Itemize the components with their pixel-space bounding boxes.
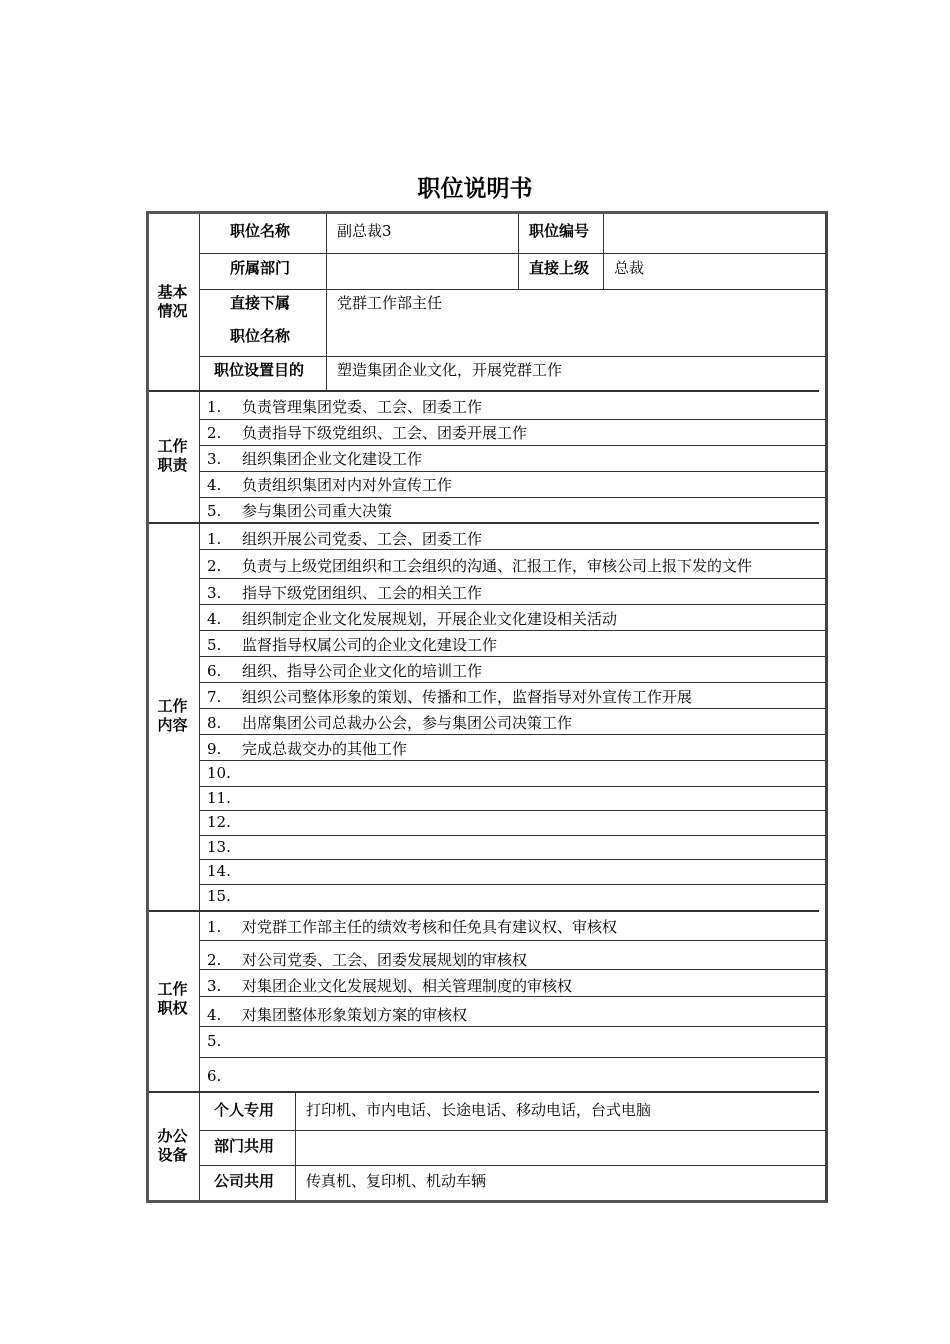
row-divider [199, 884, 825, 885]
position-code-label: 职位编号 [529, 222, 590, 240]
authority-section-label: 工作职权 [157, 980, 188, 1017]
list-item: 5. [207, 1032, 222, 1050]
row-divider [199, 419, 825, 420]
label-column-divider [199, 214, 200, 1200]
section-divider [149, 390, 819, 392]
department-equipment-label: 部门共用 [214, 1137, 275, 1155]
row-divider [199, 445, 825, 446]
list-item: 1. 组织开展公司党委、工会、团委工作 [207, 530, 483, 548]
list-item: 4. 负责组织集团对内对外宣传工作 [207, 476, 453, 494]
department-label: 所属部门 [230, 259, 291, 277]
list-item: 3. 对集团企业文化发展规划、相关管理制度的审核权 [207, 977, 573, 995]
row-divider [199, 1165, 825, 1166]
list-item: 2. 负责与上级党团组织和工会组织的沟通、汇报工作，审核公司上报下发的文件 [207, 557, 753, 575]
list-item: 3. 指导下级党团组织、工会的相关工作 [207, 584, 483, 602]
list-item: 2. 对公司党委、工会、团委发展规划的审核权 [207, 951, 528, 969]
row-divider [199, 656, 825, 657]
content-section-label: 工作内容 [157, 697, 188, 734]
list-item: 10. [207, 764, 231, 782]
list-item: 14. [207, 862, 231, 880]
row-divider [199, 760, 825, 761]
subordinate-value: 党群工作部主任 [337, 294, 443, 312]
list-item: 5. 监督指导权属公司的企业文化建设工作 [207, 636, 498, 654]
row-divider [199, 1026, 825, 1027]
row-divider [199, 604, 825, 605]
row-divider [199, 578, 825, 579]
list-item: 1. 对党群工作部主任的绩效考核和任免具有建议权、审核权 [207, 918, 618, 936]
list-item: 1. 负责管理集团党委、工会、团委工作 [207, 398, 483, 416]
basic-section-label: 基本情况 [157, 283, 188, 320]
row-divider [199, 682, 825, 683]
section-divider [149, 522, 819, 524]
list-item: 15. [207, 887, 231, 905]
row-divider [199, 996, 825, 997]
personal-equipment-value: 打印机、市内电话、长途电话、移动电话，台式电脑 [306, 1101, 652, 1119]
row-divider [199, 835, 825, 836]
row-divider [199, 1130, 825, 1131]
list-item: 7. 组织公司整体形象的策划、传播和工作，监督指导对外宣传工作开展 [207, 688, 693, 706]
personal-equipment-label: 个人专用 [214, 1101, 275, 1119]
page-title: 职位说明书 [417, 176, 533, 202]
position-name-value: 副总裁3 [337, 222, 392, 240]
list-item: 6. [207, 1067, 222, 1085]
col-divider [518, 214, 519, 289]
section-divider [149, 1091, 819, 1093]
row-divider [199, 630, 825, 631]
superior-label: 直接上级 [529, 259, 590, 277]
list-item: 5. 参与集团公司重大决策 [207, 502, 393, 520]
purpose-value: 塑造集团企业文化，开展党群工作 [337, 361, 563, 379]
list-item: 11. [207, 789, 231, 807]
row-divider [199, 356, 825, 357]
col-divider [603, 214, 604, 289]
col-divider [326, 214, 327, 390]
list-item: 13. [207, 838, 231, 856]
list-item: 3. 组织集团企业文化建设工作 [207, 450, 423, 468]
list-item: 4. 组织制定企业文化发展规划，开展企业文化建设相关活动 [207, 610, 618, 628]
list-item: 2. 负责指导下级党组织、工会、团委开展工作 [207, 424, 528, 442]
list-item: 8. 出席集团公司总裁办公会，参与集团公司决策工作 [207, 714, 573, 732]
row-divider [199, 810, 825, 811]
row-divider [199, 497, 825, 498]
list-item: 6. 组织、指导公司企业文化的培训工作 [207, 662, 483, 680]
row-divider [199, 1057, 825, 1058]
row-divider [199, 549, 825, 550]
duties-section-label: 工作职责 [157, 437, 188, 474]
row-divider [199, 471, 825, 472]
subordinate-label-line1: 直接下属 [230, 294, 291, 312]
section-divider [149, 910, 819, 912]
row-divider [199, 253, 825, 254]
subordinate-label-line2: 职位名称 [230, 327, 291, 345]
list-item: 9. 完成总裁交办的其他工作 [207, 740, 408, 758]
row-divider [199, 940, 825, 941]
superior-value: 总裁 [614, 259, 645, 277]
purpose-label: 职位设置目的 [214, 361, 305, 379]
company-equipment-label: 公司共用 [214, 1172, 275, 1190]
col-divider [295, 1093, 296, 1200]
equipment-section-label: 办公设备 [157, 1127, 188, 1164]
row-divider [199, 786, 825, 787]
row-divider [199, 859, 825, 860]
row-divider [199, 708, 825, 709]
row-divider [199, 734, 825, 735]
company-equipment-value: 传真机、复印机、机动车辆 [306, 1172, 487, 1190]
position-name-label: 职位名称 [230, 222, 291, 240]
row-divider [199, 289, 825, 290]
list-item: 12. [207, 813, 231, 831]
list-item: 4. 对集团整体形象策划方案的审核权 [207, 1006, 468, 1024]
